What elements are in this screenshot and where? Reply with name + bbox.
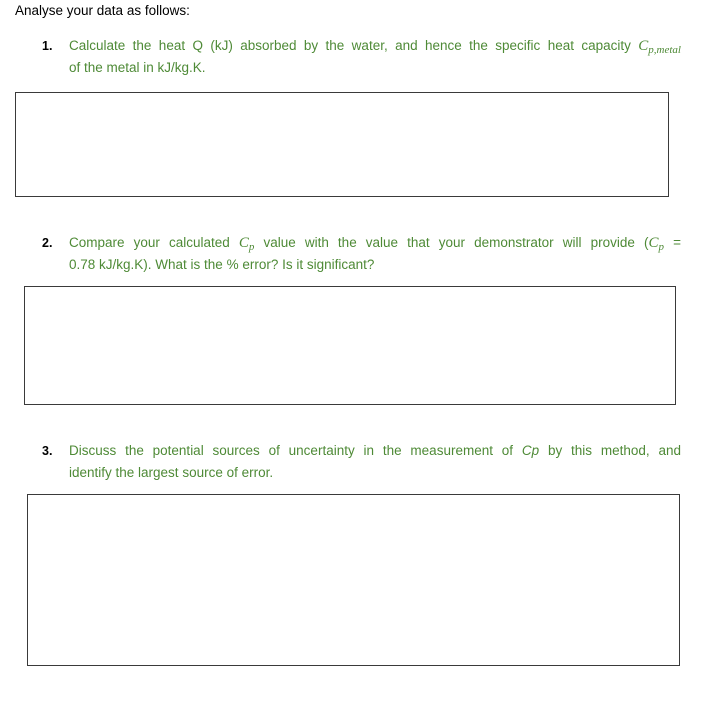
question-3-line-1: Discuss the potential sources of uncertainty in the measurement of Cp by this method, and <box>69 443 681 458</box>
cp-symbol: $C_p$ <box>648 235 664 253</box>
question-2-line-2: 0.78 kJ/kg.K). What is the % error? Is it significant? <box>69 257 375 272</box>
question-1-text: Calculate the heat Q (kJ) absorbed by the water, and hence the specific heat capacity <box>69 38 631 53</box>
question-3 <box>42 440 682 486</box>
question-1 <box>42 35 682 81</box>
answer-box-3[interactable] <box>27 494 680 666</box>
answer-box-2[interactable] <box>24 286 676 405</box>
intro-heading: Analyse your data as follows: <box>15 3 190 18</box>
question-number: 2. <box>42 236 53 250</box>
question-number: 3. <box>42 444 53 458</box>
question-1-line-2: of the metal in kJ/kg.K. <box>69 60 206 75</box>
question-number: 1. <box>42 39 53 53</box>
question-3-line-2: identify the largest source of error. <box>69 465 274 480</box>
cp-metal-symbol: $C_{p,metal}$ <box>638 38 681 56</box>
question-1-line-1 <box>69 35 681 57</box>
question-2-line-1: Compare your calculated $C_p$ value with the value that your demonstrator will provide ($C_p$ = <box>69 235 681 253</box>
cp-symbol: $C_p$ <box>238 235 255 253</box>
question-2 <box>42 232 682 278</box>
answer-box-1[interactable] <box>15 92 669 197</box>
cp-italic: Cp <box>521 443 540 458</box>
